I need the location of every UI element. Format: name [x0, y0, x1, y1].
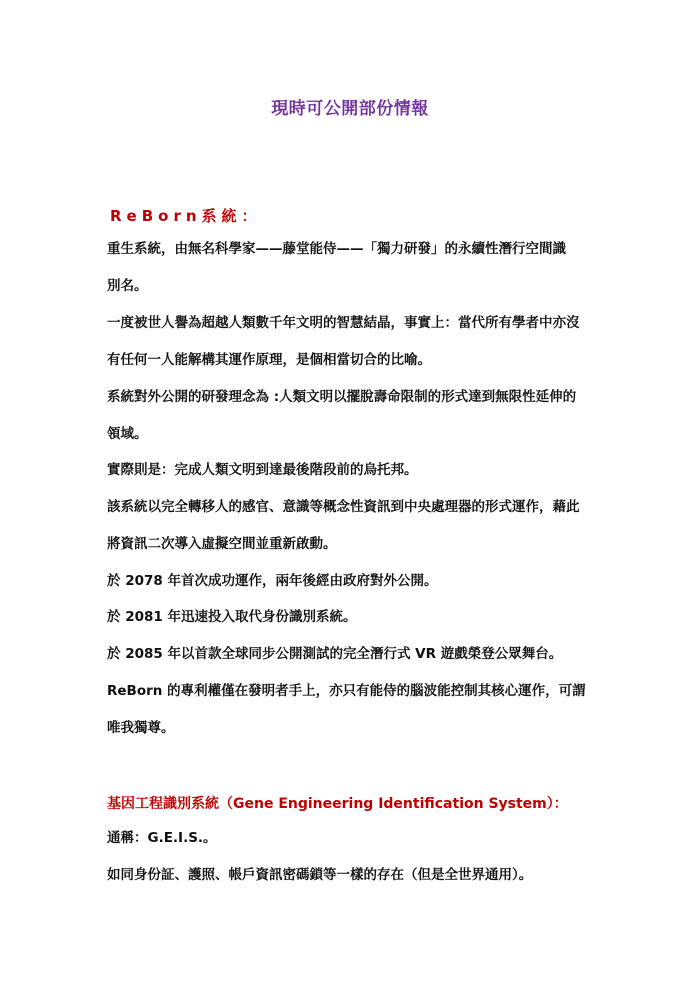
reborn-text-line: 有任何一人能解構其運作原理，是個相當切合的比喻。 — [107, 352, 431, 368]
geis-section-heading: 基因工程識別系統（Gene Engineering Identification System）： — [107, 796, 568, 812]
document-title: 現時可公開部份情報 — [271, 99, 429, 119]
reborn-text-line: 系統對外公開的研發理念為 :人類文明以擺脫壽命限制的形式達到無限性延伸的 — [107, 389, 577, 405]
reborn-section-heading: ReBorn系統： — [110, 207, 262, 225]
geis-text-line: 通稱：G.E.I.S.。 — [107, 830, 217, 846]
reborn-text-line: 將資訊二次導入虛擬空間並重新啟動。 — [107, 536, 337, 552]
reborn-text-line: 一度被世人譽為超越人類數千年文明的智慧結晶，事實上：當代所有學者中亦沒 — [107, 315, 580, 331]
reborn-text-line: ReBorn 的專利權僅在發明者手上，亦只有能侍的腦波能控制其核心運作，可謂 — [107, 683, 586, 699]
reborn-text-line: 於 2081 年迅速投入取代身份識別系統。 — [107, 609, 357, 625]
geis-text-line: 如同身份証、護照、帳戶資訊密碼鎖等一樣的存在（但是全世界通用）。 — [107, 867, 533, 883]
reborn-text-line: 別名。 — [107, 278, 148, 294]
reborn-text-line: 領域。 — [107, 426, 148, 442]
reborn-text-line: 於 2078 年首次成功運作，兩年後經由政府對外公開。 — [107, 573, 438, 589]
reborn-text-line: 唯我獨尊。 — [107, 720, 175, 736]
reborn-text-line: 於 2085 年以首款全球同步公開測試的完全潛行式 VR 遊戲榮登公眾舞台。 — [107, 646, 563, 662]
reborn-text-line: 實際則是：完成人類文明到達最後階段前的烏托邦。 — [107, 462, 418, 478]
reborn-text-line: 重生系統，由無名科學家——藤堂能侍——「獨力研發」的永續性潛行空間識 — [107, 241, 566, 257]
reborn-text-line: 該系統以完全轉移人的感官、意識等概念性資訊到中央處理器的形式運作，藉此 — [107, 499, 580, 515]
